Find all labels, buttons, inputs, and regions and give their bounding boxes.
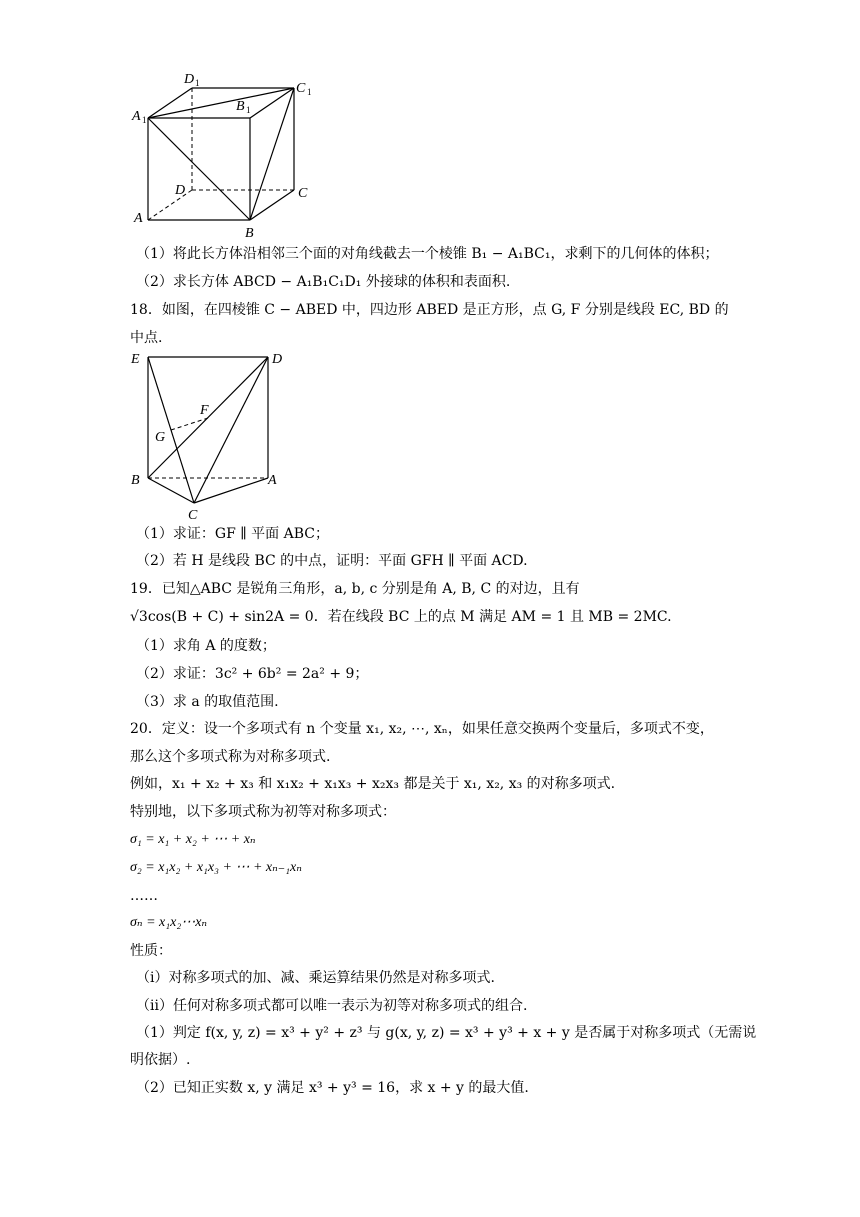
properties-title: 性质： bbox=[130, 943, 172, 959]
svg-text:1: 1 bbox=[307, 87, 312, 97]
q18-part1: （1）求证：GF ∥ 平面 ABC； bbox=[136, 526, 329, 542]
svg-text:1: 1 bbox=[195, 78, 200, 88]
q20-part1-cont: 明依据）. bbox=[130, 1052, 191, 1068]
ellipsis: …… bbox=[130, 888, 158, 904]
sigma-n: σₙ = x₁x₂⋯xₙ bbox=[130, 915, 208, 930]
label-A1: A bbox=[132, 109, 141, 124]
q20-stem-cont: 那么这个多项式称为对称多项式. bbox=[130, 749, 331, 765]
property-i: （i）对称多项式的加、减、乘运算结果仍然是对称多项式. bbox=[136, 970, 495, 986]
q20-part1: （1）判定 f(x, y, z) = x³ + y² + z³ 与 g(x, y, z) = x³ + y³ + x + y 是否属于对称多项式（无需说 bbox=[136, 1025, 757, 1041]
sigma-1: σ₁ = x₁ + x₂ + ⋯ + xₙ bbox=[130, 832, 256, 847]
q18-stem-cont: 中点. bbox=[130, 330, 163, 346]
q17-part1: （1）将此长方体沿相邻三个面的对角线截去一个棱锥 B₁ − A₁BC₁，求剩下的几何体的体积； bbox=[136, 246, 719, 262]
label-A2: A bbox=[268, 473, 277, 488]
label-D: D bbox=[175, 183, 186, 198]
q20-example: 例如，x₁ + x₂ + x₃ 和 x₁x₂ + x₁x₃ + x₂x₃ 都是关于 x₁, x₂, x₃ 的对称多项式. bbox=[130, 776, 616, 792]
label-C2: C bbox=[188, 508, 198, 523]
sigma-2: σ₂ = x₁x₂ + x₁x₃ + ⋯ + xₙ₋₁xₙ bbox=[130, 860, 302, 875]
q18-stem: 18．如图，在四棱锥 C − ABED 中，四边形 ABED 是正方形，点 G, F 分别是线段 EC, BD 的 bbox=[130, 302, 729, 318]
q19-stem: 19．已知△ABC 是锐角三角形，a, b, c 分别是角 A, B, C 的对边，且有 bbox=[130, 581, 580, 597]
label-F: F bbox=[200, 403, 209, 418]
label-G: G bbox=[155, 430, 166, 445]
label-B: B bbox=[245, 226, 254, 241]
q17-part2: （2）求长方体 ABCD − A₁B₁C₁D₁ 外接球的体积和表面积. bbox=[136, 274, 511, 290]
q18-part2: （2）若 H 是线段 BC 的中点，证明：平面 GFH ∥ 平面 ACD. bbox=[136, 553, 528, 569]
q19-part2: （2）求证：3c² + 6b² = 2a² + 9； bbox=[136, 666, 369, 682]
q19-part1: （1）求角 A 的度数； bbox=[136, 638, 276, 654]
svg-text:1: 1 bbox=[142, 115, 147, 125]
q19-condition: √3cos(B + C) + sin2A = 0．若在线段 BC 上的点 M 满足 AM = 1 且 MB = 2MC. bbox=[130, 609, 672, 625]
svg-text:1: 1 bbox=[246, 105, 251, 115]
q20-special: 特别地，以下多项式称为初等对称多项式： bbox=[130, 804, 396, 820]
label-B2: B bbox=[131, 473, 140, 488]
label-A: A bbox=[134, 211, 143, 226]
label-B1: B bbox=[236, 99, 245, 114]
label-C: C bbox=[298, 186, 308, 201]
label-E: E bbox=[131, 352, 140, 367]
label-D2: D bbox=[272, 352, 283, 367]
property-ii: （ii）任何对称多项式都可以唯一表示为初等对称多项式的组合. bbox=[136, 998, 528, 1014]
label-D1: D bbox=[184, 72, 195, 87]
q19-part3: （3）求 a 的取值范围. bbox=[136, 694, 279, 710]
q20-stem: 20．定义：设一个多项式有 n 个变量 x₁, x₂, ⋯, xₙ，如果任意交换两个变量后，多项式不变， bbox=[130, 721, 714, 737]
q20-part2: （2）已知正实数 x, y 满足 x³ + y³ = 16，求 x + y 的最大值. bbox=[136, 1080, 529, 1096]
label-C1: C bbox=[296, 81, 306, 96]
